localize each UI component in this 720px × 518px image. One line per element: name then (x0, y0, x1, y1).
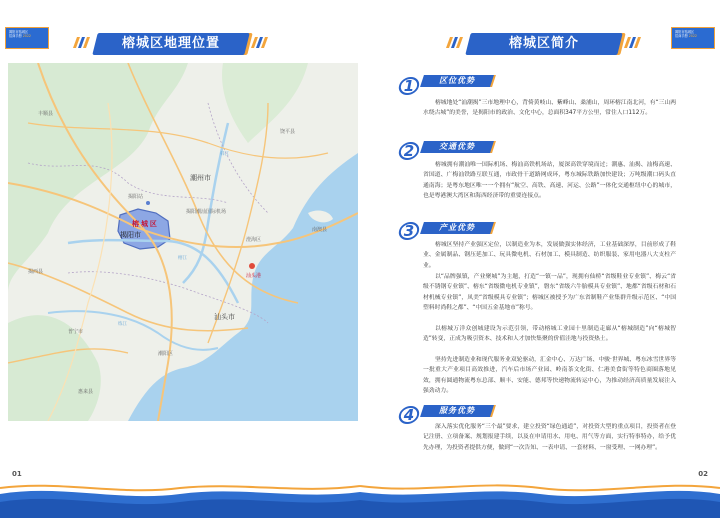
location-map (8, 63, 358, 421)
stripe-decoration (75, 37, 91, 51)
section-paragraph: 深入落实优化服务“三个最”要求，建立投资“绿色通道”，对投资大型的重点项目，投资者在登记注册、立项备案、规划报建手续，以及在申请用水、用电、用气等方面，实行特事特办，给予优先办理，为投资者提供方便，做到“一次告知、一表申请、一套材料、一窗受理、一网办理”。 (423, 424, 676, 451)
map-label-rongcheng: 榕 城 区 (132, 221, 157, 228)
section-paragraph: 以榕城万洋众创城建设为示范引领，带动榕城工业园十里制造走廊从“榕城制造”向“榕城智造”转变，正成为吸引资本、技术和人才加快集聚的价值洼地与投资热土。 (423, 326, 676, 343)
page-title: 榕城区地理位置 (121, 36, 220, 51)
section-heading: 产业优势 (422, 222, 492, 234)
map-label-chaoyang: 潮阳区 (158, 351, 174, 357)
stripe-decoration (253, 37, 269, 51)
map-label-chenghai: 澄海区 (246, 237, 262, 243)
section-heading: 交通优势 (422, 141, 492, 153)
section-heading: 区位优势 (422, 75, 492, 87)
stripe-decoration (626, 37, 642, 51)
map-label-raoping: 饶平县 (280, 129, 296, 135)
page-title-banner (95, 33, 247, 55)
map-label-rongjiang: 榕江 (178, 255, 187, 260)
page-title: 榕城区简介 (508, 36, 579, 51)
section-number-badge: 3 (398, 218, 420, 244)
map-label-airport: 揭阳潮汕国际机场 (186, 209, 227, 215)
section-number-badge: 4 (398, 402, 420, 428)
corner-tag: 揭阳市榕城区 招商手册 2022 (671, 27, 715, 49)
map-label-jieyang-station: 揭阳站 (128, 194, 144, 200)
map-label-jieyang: 揭阳市 (120, 232, 141, 239)
section-paragraph: 以“品牌强镇，产业聚城”为主题，打造“一镇一品”，现拥有仙桥“省级鞋业专业镇”、梅云“省级不锈钢专业镇”、榕东“省级微电机专业镇”，磐东“省级六牛胎模具专业镇”、地都“省级石材和石材机械专业镇”，凤美“省级模具专业镇”；榕城区被授予为广东省制鞋产业集群升级示范区、“中国塑料时尚鞋之都”、“中国五金基地市”称号。 (423, 274, 676, 312)
map-label-nanao: 南澳县 (312, 227, 328, 233)
section-paragraph: 榕城区坚持产业强区定位，以制造业为本，发展做强实体经济，工业基础深厚，目前形成了鞋业、金属制品、钢压延加工、玩具微电机、石材加工、模具制造、纺织服装、家用电器八大支柱产业。 (423, 242, 676, 269)
map-label-fengshun: 丰顺县 (38, 111, 54, 117)
wave-footer (360, 484, 720, 518)
page-title-banner (468, 33, 620, 55)
map-label-puning: 普宁市 (68, 329, 84, 335)
corner-tag: 揭阳市榕城区 招商手册 2022 (5, 27, 49, 49)
section-number-badge: 2 (398, 138, 420, 164)
map-label-shantou: 汕头市 (214, 314, 235, 321)
section-paragraph: 榕城拥有潮汕唯一国际机场、梅汕高铁机场站，厦深高铁穿境而过；潮惠、汕揭、汕梅高速、省国道、广梅汕铁路互联互通，市政骨干道路网成环，粤东城际铁路加快建设；万吨级潮口码头直通南海；是粤东地区唯一一个拥有“航空、高铁、高速、河运、公路”一体化交通枢纽中心的城市，也是粤港澳大湾区和海西经济带的重要连接点。 (423, 162, 676, 200)
stripe-decoration (448, 37, 464, 51)
map-label-lianjiang: 练江 (118, 321, 127, 326)
section-number-badge: 1 (398, 73, 420, 99)
map-label-hanjiang: 韩江 (220, 151, 229, 156)
map-label-shantou-port: 汕头港 (246, 273, 262, 279)
page-number: 02 (698, 470, 708, 478)
wave-footer (0, 484, 360, 518)
section-paragraph: 榕城地处“汕潮揭”三市地理中心，背倚黄岐山、紫峰山、桑浦山，周环榕江南北河，有“三山两水绕古城”的美誉，是揭阳市的政治、文化中心，总面积347平方公里，常住人口112万。 (423, 100, 676, 117)
section-heading: 服务优势 (422, 405, 492, 417)
section-paragraph: 坚持先进制造业和现代服务业双轮驱动，汇金中心、万达广场、中骏·世界城、粤东冰雪世界等一批重大产业项目高效推进，汽车后市场产业园、岭南茶文化街、仁港美食街等特色商圈落地见效，拥有圆通物流粤东总部、顺丰、安能、德邦等快递物流转运中心，为推动经济高质量发展注入强劲动力。 (423, 357, 676, 395)
map-label-huilai: 惠来县 (78, 389, 94, 395)
map-label-chaozhou: 潮州市 (190, 175, 211, 182)
map-label-jiexi: 揭西县 (28, 269, 44, 275)
port-marker-icon (249, 263, 255, 269)
page-number: 01 (12, 470, 22, 478)
